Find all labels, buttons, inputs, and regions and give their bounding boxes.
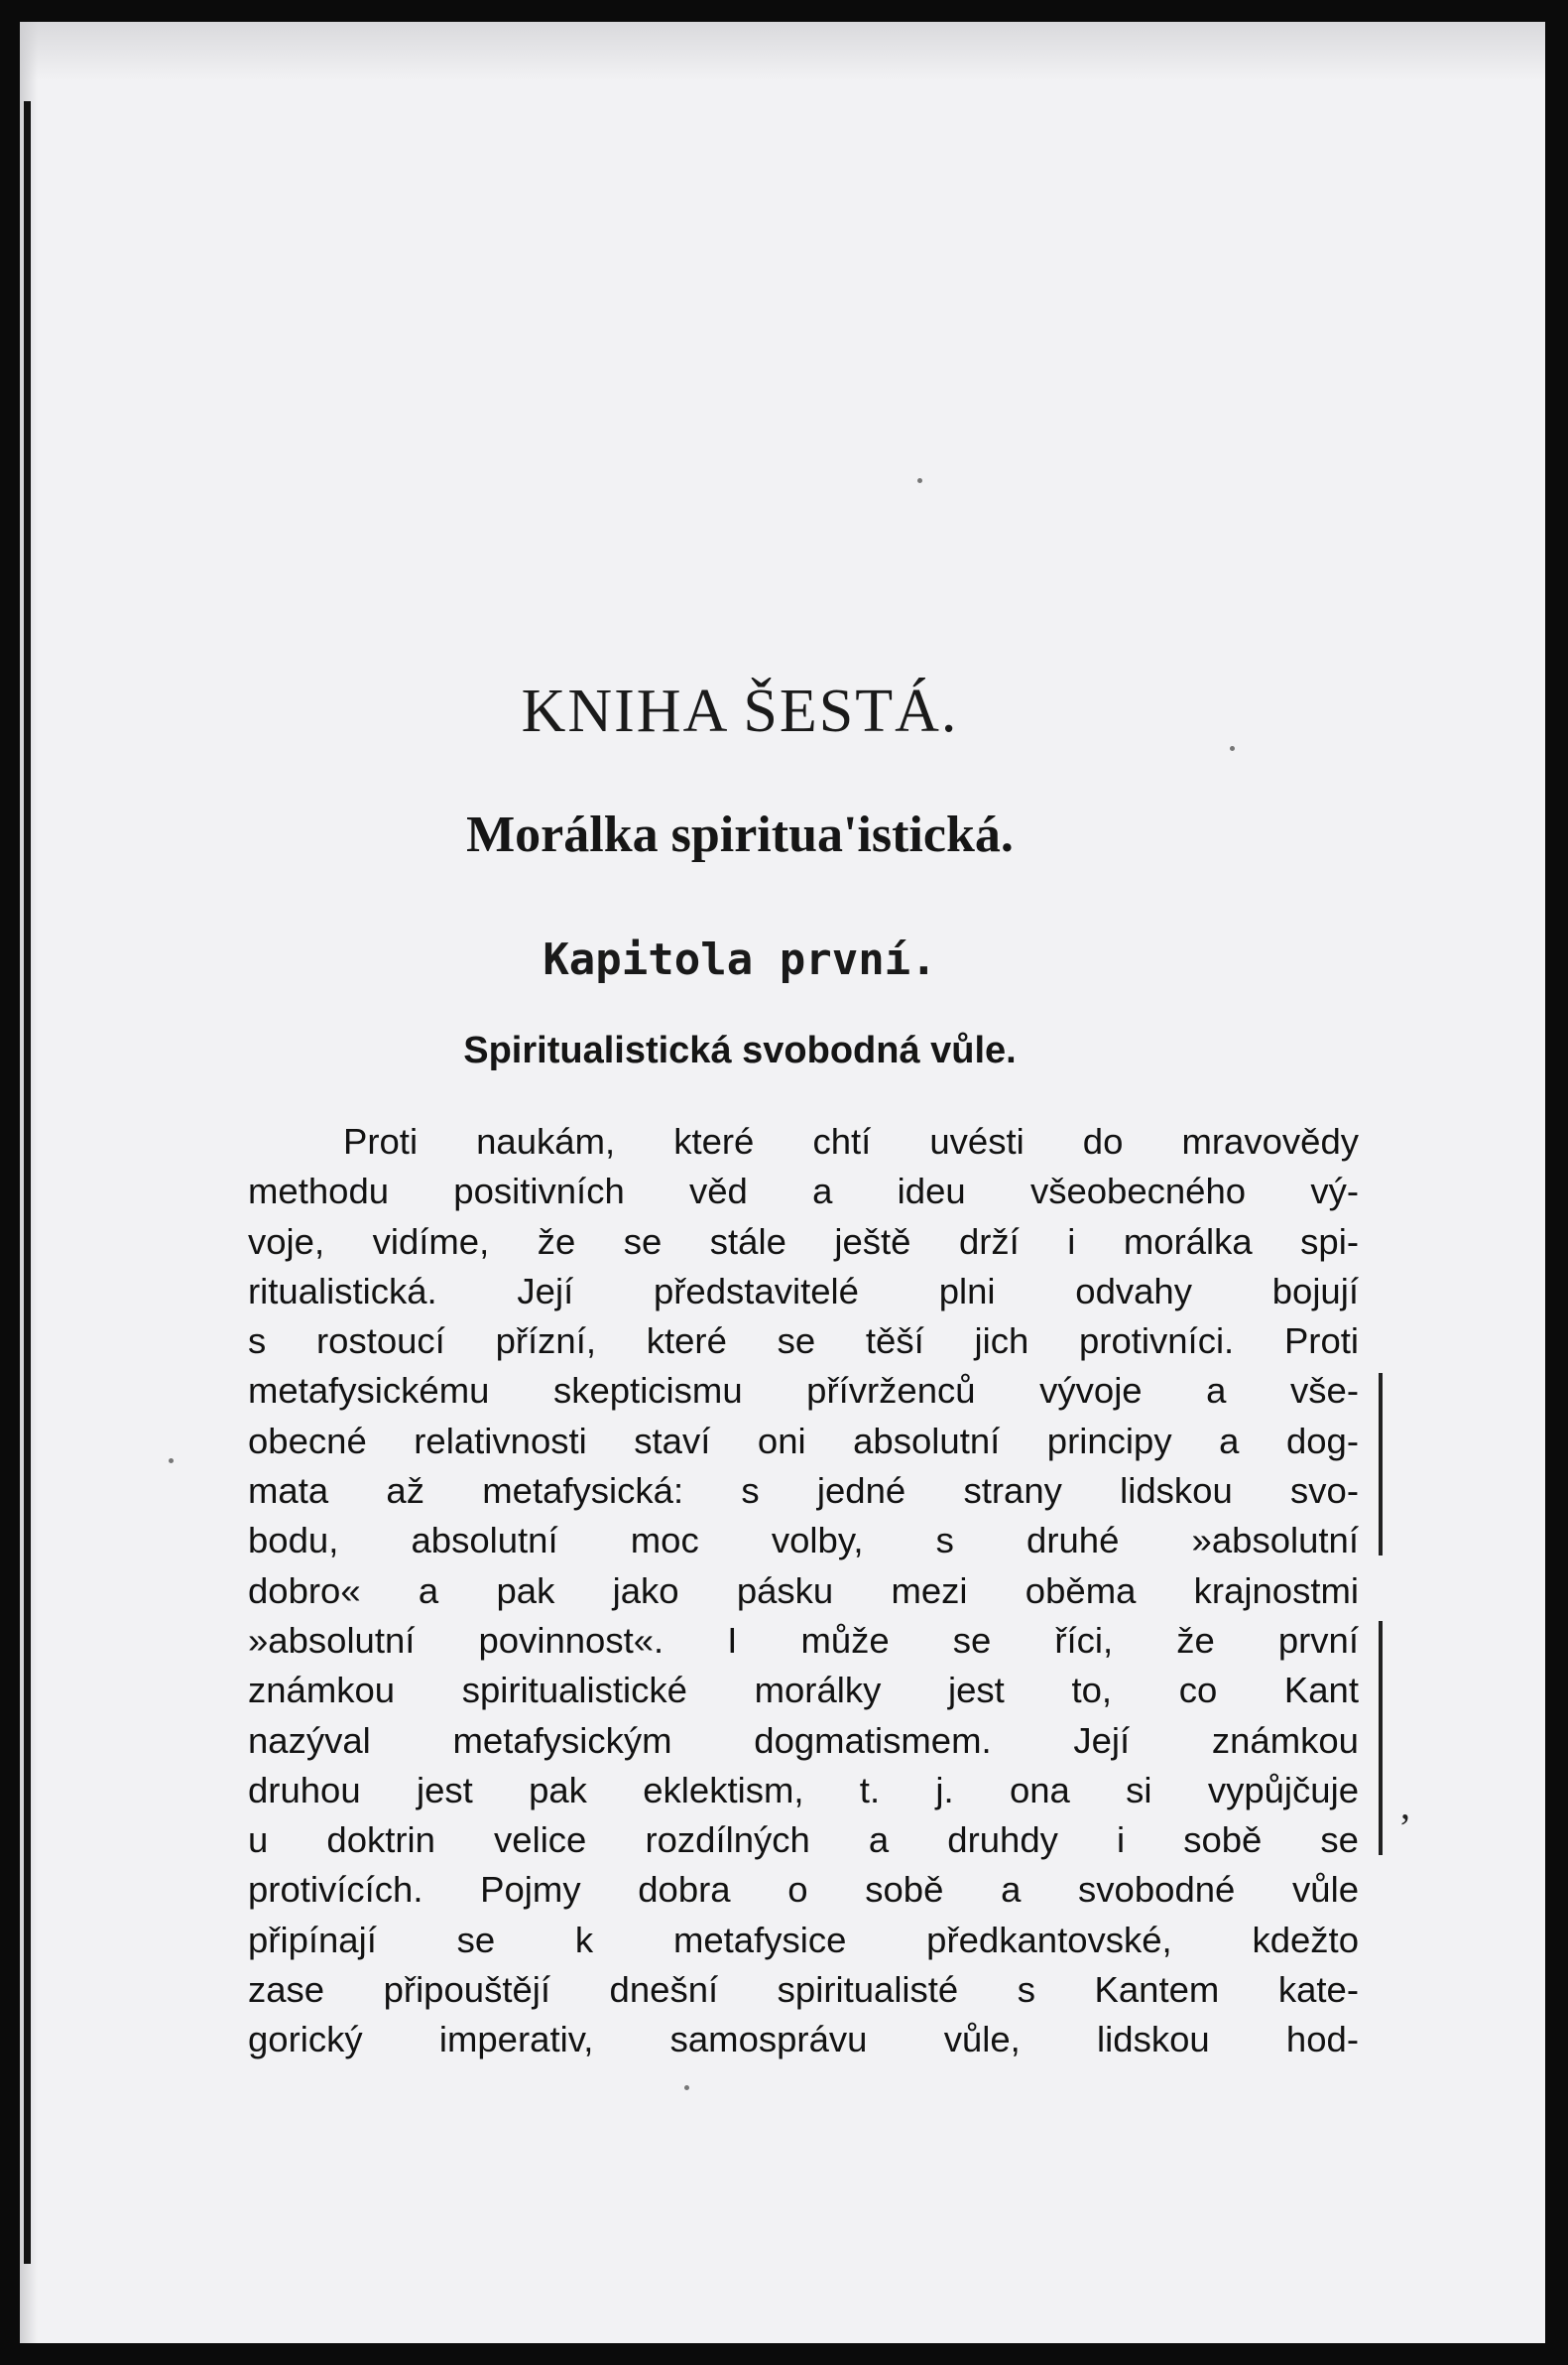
body-line: methodu positivních věd a ideu všeobecného vý- bbox=[248, 1171, 1359, 1212]
body-line: zase připouštějí dnešní spiritualisté s Kantem kate- bbox=[248, 1969, 1359, 2011]
body-line: mata až metafysická: s jedné strany lidskou svo- bbox=[248, 1470, 1359, 1512]
body-line: dobro« a pak jako pásku mezi oběma krajnostmi bbox=[248, 1569, 1359, 1611]
binding-edge bbox=[24, 101, 31, 2264]
book-subheading: Morálka spiritua'istická. bbox=[466, 807, 1014, 863]
body-line: připínají se k metafysice předkantovské, kdežto bbox=[248, 1919, 1359, 1960]
body-line: známkou spiritualistické morálky jest to, co Kant bbox=[248, 1670, 1359, 1711]
body-line: druhou jest pak eklektism, t. j. ona si vypůjčuje bbox=[248, 1769, 1359, 1810]
scan-shadow-top bbox=[20, 22, 1545, 81]
body-line: gorický imperativ, samosprávu vůle, lidskou hod- bbox=[248, 2019, 1359, 2060]
scan-speck bbox=[1230, 746, 1235, 751]
body-line: bodu, absolutní moc volby, s druhé »absolutní bbox=[248, 1520, 1359, 1561]
body-line: obecné relativnosti staví oni absolutní principy a dog- bbox=[248, 1420, 1359, 1461]
body-line: metafysickému skepticismu přívrženců vývoje a vše- bbox=[248, 1370, 1359, 1412]
margin-bracket-mark bbox=[1379, 1373, 1383, 1556]
margin-comma-mark: , bbox=[1400, 1783, 1410, 1827]
body-line: u doktrin velice rozdílných a druhdy i sobě se bbox=[248, 1819, 1359, 1861]
body-line: ritualistická. Její představitelé plni odvahy bojují bbox=[248, 1270, 1359, 1311]
section-heading: Spiritualistická svobodná vůle. bbox=[463, 1030, 1017, 1071]
scan-speck bbox=[169, 1458, 174, 1463]
scan-speck bbox=[684, 2085, 689, 2090]
body-line: »absolutní povinnost«. I může se říci, že první bbox=[248, 1619, 1359, 1661]
book-page bbox=[20, 22, 1545, 2343]
scan-speck bbox=[917, 478, 922, 483]
body-line: protivících. Pojmy dobra o sobě a svobodné vůle bbox=[248, 1869, 1359, 1911]
body-line: nazýval metafysickým dogmatismem. Její známkou bbox=[248, 1719, 1359, 1761]
chapter-heading: Kapitola první. bbox=[543, 934, 937, 985]
body-line: voje, vidíme, že se stále ještě drží i morálka spi- bbox=[248, 1220, 1359, 1262]
margin-bracket-mark bbox=[1379, 1621, 1383, 1855]
book-heading: KNIHA ŠESTÁ. bbox=[521, 678, 959, 745]
body-line: s rostoucí přízní, které se těší jich protivníci. Proti bbox=[248, 1320, 1359, 1362]
body-line: Proti naukám, které chtí uvésti do mravovědy bbox=[343, 1121, 1359, 1162]
body-paragraph bbox=[248, 1117, 1359, 2065]
